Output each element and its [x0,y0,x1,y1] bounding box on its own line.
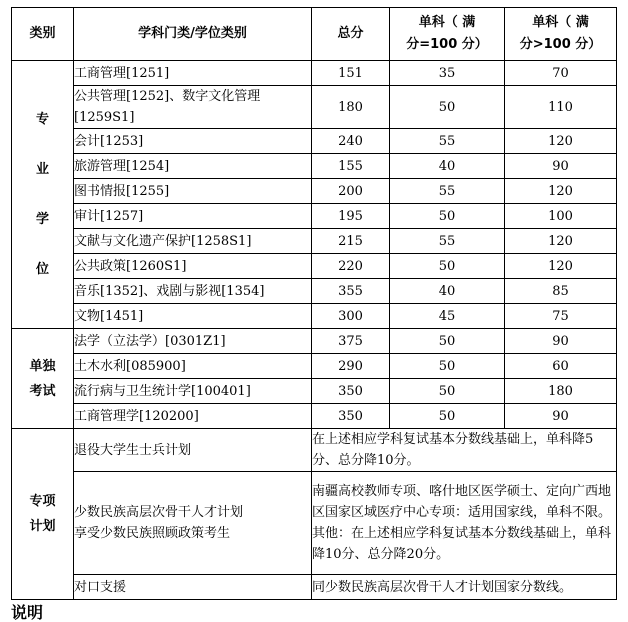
subject-cell: 土木水利[085900] [74,354,312,379]
total-cell: 220 [312,254,390,279]
note-line: 南疆高校教师专项、喀什地区医学硕士、定向广西地区国家区域医疗中心专项：适用国家线，单科不限。 [312,484,612,520]
subject-cell [74,472,312,575]
single-gt100-cell: 70 [505,61,617,86]
category-char: 专 [35,111,49,127]
header-row [12,8,617,61]
single-gt100-cell: 120 [505,129,617,154]
total-cell: 215 [312,229,390,254]
subject-line: 享受少数民族照顾政策考生 [74,526,231,541]
single100-cell: 35 [390,61,505,86]
subject-cell: 对口支援 [74,575,312,600]
single100-cell: 50 [390,379,505,404]
subject-cell: 法学（立法学）[0301Z1] [74,329,312,354]
category-char: 业 [35,161,49,177]
category-line: 单独 [29,358,56,374]
category-independent [12,329,74,429]
category-line: 考试 [29,383,56,399]
total-cell: 180 [312,86,390,129]
total-cell: 350 [312,379,390,404]
single-gt100-cell: 100 [505,204,617,229]
header-single-gt100-line1: 单科（ 满 [532,15,589,30]
subject-cell: 工商管理学[120200] [74,404,312,429]
single100-cell: 50 [390,354,505,379]
subject-cell: 图书情报[1255] [74,179,312,204]
category-line: 计划 [29,519,56,534]
subject-cell: 工商管理[1251] [74,61,312,86]
table-row [12,429,617,472]
header-category: 类别 [12,8,74,61]
table-row [12,204,617,229]
total-cell: 240 [312,129,390,154]
header-total: 总分 [312,8,390,61]
single-gt100-cell: 90 [505,404,617,429]
single-gt100-cell: 110 [505,86,617,129]
single-gt100-cell: 180 [505,379,617,404]
total-cell: 300 [312,304,390,329]
category-professional [12,61,74,329]
single100-cell: 50 [390,86,505,129]
single100-cell: 40 [390,279,505,304]
single-gt100-cell: 120 [505,179,617,204]
subject-cell: 文献与文化遗产保护[1258S1] [74,229,312,254]
category-line: 专项 [29,494,56,509]
table-row [12,329,617,354]
subject-line: 少数民族高层次骨干人才计划 [74,505,244,520]
table-row [12,354,617,379]
single-gt100-cell: 85 [505,279,617,304]
table-row [12,154,617,179]
single-gt100-cell: 60 [505,354,617,379]
single100-cell: 55 [390,229,505,254]
table-row [12,129,617,154]
header-discipline: 学科门类/学位类别 [74,8,312,61]
single100-cell: 55 [390,129,505,154]
subject-cell: 会计[1253] [74,129,312,154]
total-cell: 290 [312,354,390,379]
note-cell: 同少数民族高层次骨干人才计划国家分数线。 [312,575,617,600]
header-single-100-line2: 分=100 分） [406,37,488,52]
header-single-gt100-line2: 分>100 分） [519,37,602,52]
table-row [12,472,617,575]
single100-cell: 50 [390,329,505,354]
table-row [12,575,617,600]
total-cell: 151 [312,61,390,86]
subject-cell: 审计[1257] [74,204,312,229]
note-cell: 在上述相应学科复试基本分数线基础上，单科降5分、总分降10分。 [312,429,617,472]
total-cell: 195 [312,204,390,229]
table-row [12,304,617,329]
header-single-100-line1: 单科（ 满 [418,15,476,30]
single-gt100-cell: 90 [505,154,617,179]
single100-cell: 50 [390,254,505,279]
score-table [11,7,617,600]
single-gt100-cell: 90 [505,329,617,354]
total-cell: 155 [312,154,390,179]
total-cell: 200 [312,179,390,204]
single-gt100-cell: 120 [505,254,617,279]
single100-cell: 45 [390,304,505,329]
category-char: 位 [35,261,49,277]
subject-cell: 旅游管理[1254] [74,154,312,179]
header-single-gt100 [505,8,617,61]
total-cell: 375 [312,329,390,354]
table-row [12,61,617,86]
total-cell: 355 [312,279,390,304]
header-single-100 [390,8,505,61]
single100-cell: 50 [390,204,505,229]
category-special [12,429,74,600]
table-row [12,379,617,404]
subject-cell: 流行病与卫生统计学[100401] [74,379,312,404]
table-row [12,86,617,129]
single100-cell: 55 [390,179,505,204]
subject-cell: 公共管理[1252]、数字文化管理[1259S1] [74,86,312,129]
single100-cell: 40 [390,154,505,179]
total-cell: 350 [312,404,390,429]
note-line: 其他：在上述相应学科复试基本分数线基础上，单科降10分、总分降20分。 [312,526,612,562]
table-row [12,404,617,429]
single-gt100-cell: 75 [505,304,617,329]
subject-cell: 公共政策[1260S1] [74,254,312,279]
single-gt100-cell: 120 [505,229,617,254]
table-row [12,254,617,279]
table-row [12,229,617,254]
subject-cell: 音乐[1352]、戏剧与影视[1354] [74,279,312,304]
notes-title: 说明 [11,603,44,622]
single100-cell: 50 [390,404,505,429]
note-cell [312,472,617,575]
table-row [12,279,617,304]
subject-cell: 文物[1451] [74,304,312,329]
table-row [12,179,617,204]
subject-cell: 退役大学生士兵计划 [74,429,312,472]
category-char: 学 [35,211,49,227]
